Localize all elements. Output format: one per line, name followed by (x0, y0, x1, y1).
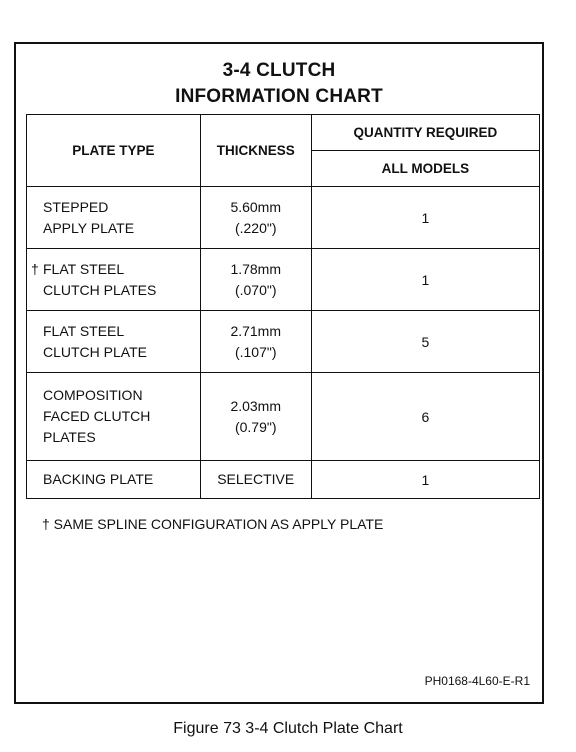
thickness-line: 2.03mm (230, 397, 282, 414)
plate-type-line: FLAT STEEL (43, 322, 125, 339)
cell-plate-type (27, 461, 201, 499)
cell-plate-type (27, 187, 201, 249)
thickness-line: 2.71mm (230, 322, 282, 339)
plate-type-line: CLUTCH PLATE (43, 343, 147, 360)
plate-type-line: COMPOSITION (43, 387, 143, 403)
cell-plate-type (27, 311, 201, 373)
figure-code: PH0168-4L60-E-R1 (424, 674, 530, 688)
table-body (27, 187, 540, 499)
cell-quantity: 1 (311, 461, 539, 499)
plate-type-line: BACKING PLATE (43, 471, 154, 487)
figure-caption: Figure 73 3-4 Clutch Plate Chart (173, 720, 403, 737)
title-line-1: 3-4 CLUTCH (222, 60, 336, 81)
table-row (27, 461, 540, 499)
cell-quantity: 5 (311, 311, 539, 373)
cell-plate-type (27, 373, 201, 461)
table-row (27, 373, 540, 461)
chart-title (16, 58, 542, 110)
cell-thickness (200, 311, 311, 373)
plate-type-line: FACED CLUTCH (43, 408, 151, 424)
cell-thickness (200, 249, 311, 311)
thickness-line: (.107") (234, 343, 277, 360)
plate-type-line: STEPPED (43, 198, 109, 215)
title-line-2: INFORMATION CHART (175, 86, 383, 107)
cell-thickness (200, 373, 311, 461)
header-all-models: ALL MODELS (311, 151, 539, 187)
table-row (27, 311, 540, 373)
plate-type-text: FLAT STEEL (43, 260, 125, 277)
plate-type-line: † FLAT STEEL (31, 260, 125, 277)
table-row (27, 249, 540, 311)
clutch-info-table (26, 114, 540, 499)
footnote: † SAME SPLINE CONFIGURATION AS APPLY PLATE (42, 516, 384, 532)
plate-type-line: PLATES (43, 429, 96, 445)
cell-thickness (200, 461, 311, 499)
chart-frame (14, 42, 544, 704)
thickness-line: (.070") (234, 281, 277, 298)
thickness-line: 1.78mm (230, 260, 282, 277)
plate-type-line: APPLY PLATE (43, 219, 135, 236)
header-plate-type: PLATE TYPE (27, 115, 201, 187)
cell-thickness (200, 187, 311, 249)
cell-quantity: 6 (311, 373, 539, 461)
cell-plate-type (27, 249, 201, 311)
header-thickness: THICKNESS (200, 115, 311, 187)
thickness-line: SELECTIVE (217, 471, 295, 487)
thickness-line: 5.60mm (230, 198, 282, 215)
cell-quantity: 1 (311, 187, 539, 249)
table-row (27, 187, 540, 249)
header-quantity-required: QUANTITY REQUIRED (311, 115, 539, 151)
cell-quantity: 1 (311, 249, 539, 311)
plate-type-line: CLUTCH PLATES (43, 281, 157, 298)
thickness-line: (0.79") (234, 418, 277, 435)
thickness-line: (.220") (234, 219, 277, 236)
